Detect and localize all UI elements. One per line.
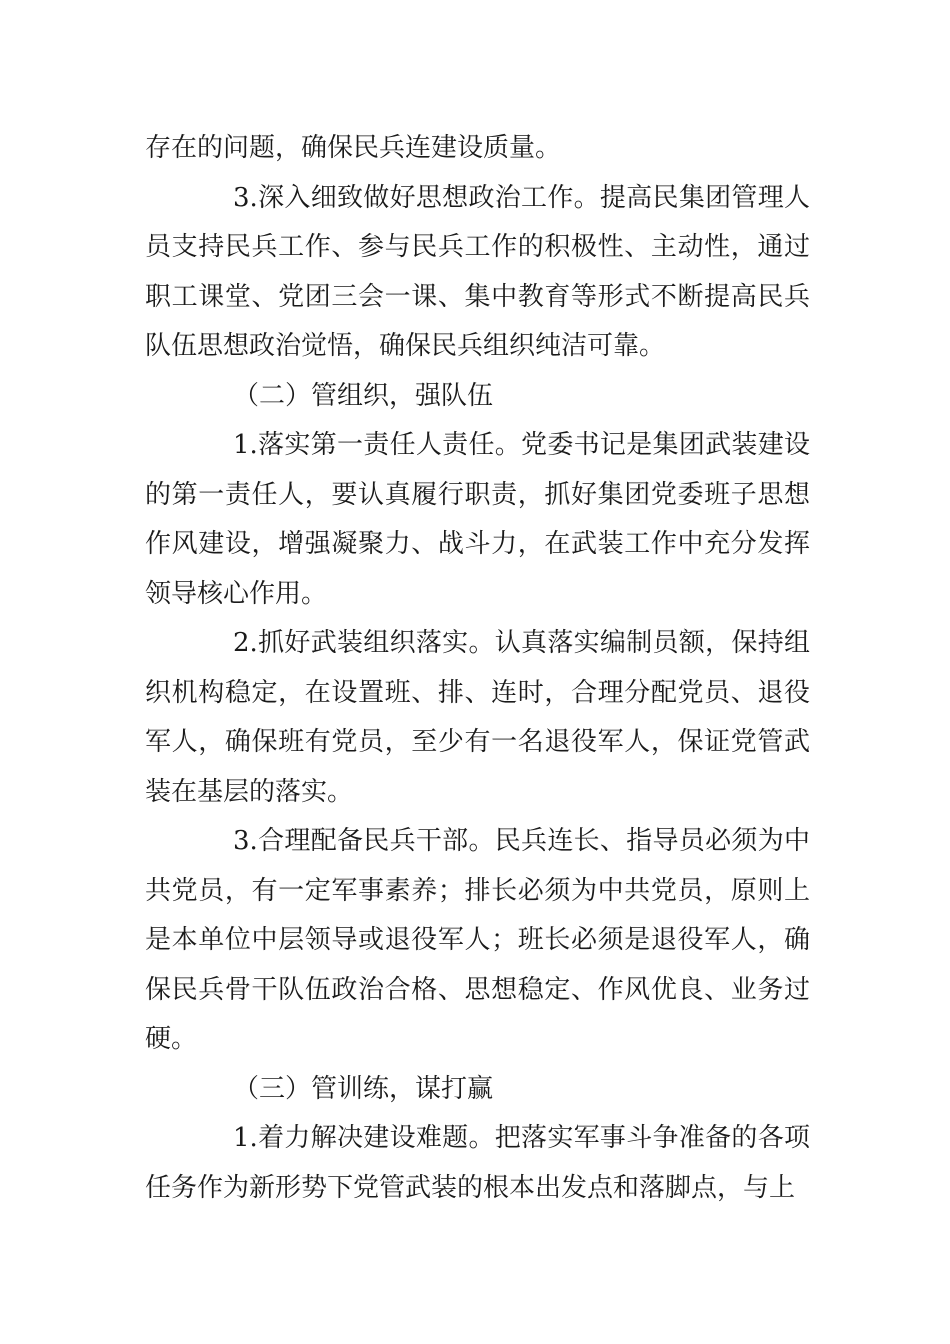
paragraph-continuation: 存在的问题，确保民兵连建设质量。 — [145, 133, 562, 163]
paragraph-first-responsible: 1.落实第一责任人责任。党委书记是集团武装建设的第一责任人，要认真履行职责，抓好集团党委班子思想作风建设，增强凝聚力、战斗力，在武装工作中充分发挥领导核心作用。 — [145, 430, 810, 609]
paragraph-construction-problems: 1.着力解决建设难题。把落实军事斗争准备的各项任务作为新形势下党管武装的根本出发点和落脚点，与上 — [145, 1123, 810, 1203]
document-body — [145, 124, 810, 1213]
paragraph-ideological-work: 3.深入细致做好思想政治工作。提高民集团管理人员支持民兵工作、参与民兵工作的积极性、主动性，通过职工课堂、党团三会一课、集中教育等形式不断提高民兵队伍思想政治觉悟，确保民兵组织纯洁可靠。 — [145, 182, 810, 361]
section-heading-organization: （二）管组织，强队伍 — [233, 380, 494, 411]
paragraph-militia-cadres: 3.合理配备民兵干部。民兵连长、指导员必须为中共党员，有一定军事素养；排长必须为中共党员，原则上是本单位中层领导或退役军人；班长必须是退役军人，确保民兵骨干队伍政治合格、思想稳定、作风优良、业务过硬。 — [145, 826, 810, 1054]
paragraph-armed-organization: 2.抓好武装组织落实。认真落实编制员额，保持组织机构稳定，在设置班、排、连时，合理分配党员、退役军人，确保班有党员，至少有一名退役军人，保证党管武装在基层的落实。 — [145, 628, 810, 807]
section-heading-training: （三）管训练，谋打赢 — [233, 1073, 494, 1104]
